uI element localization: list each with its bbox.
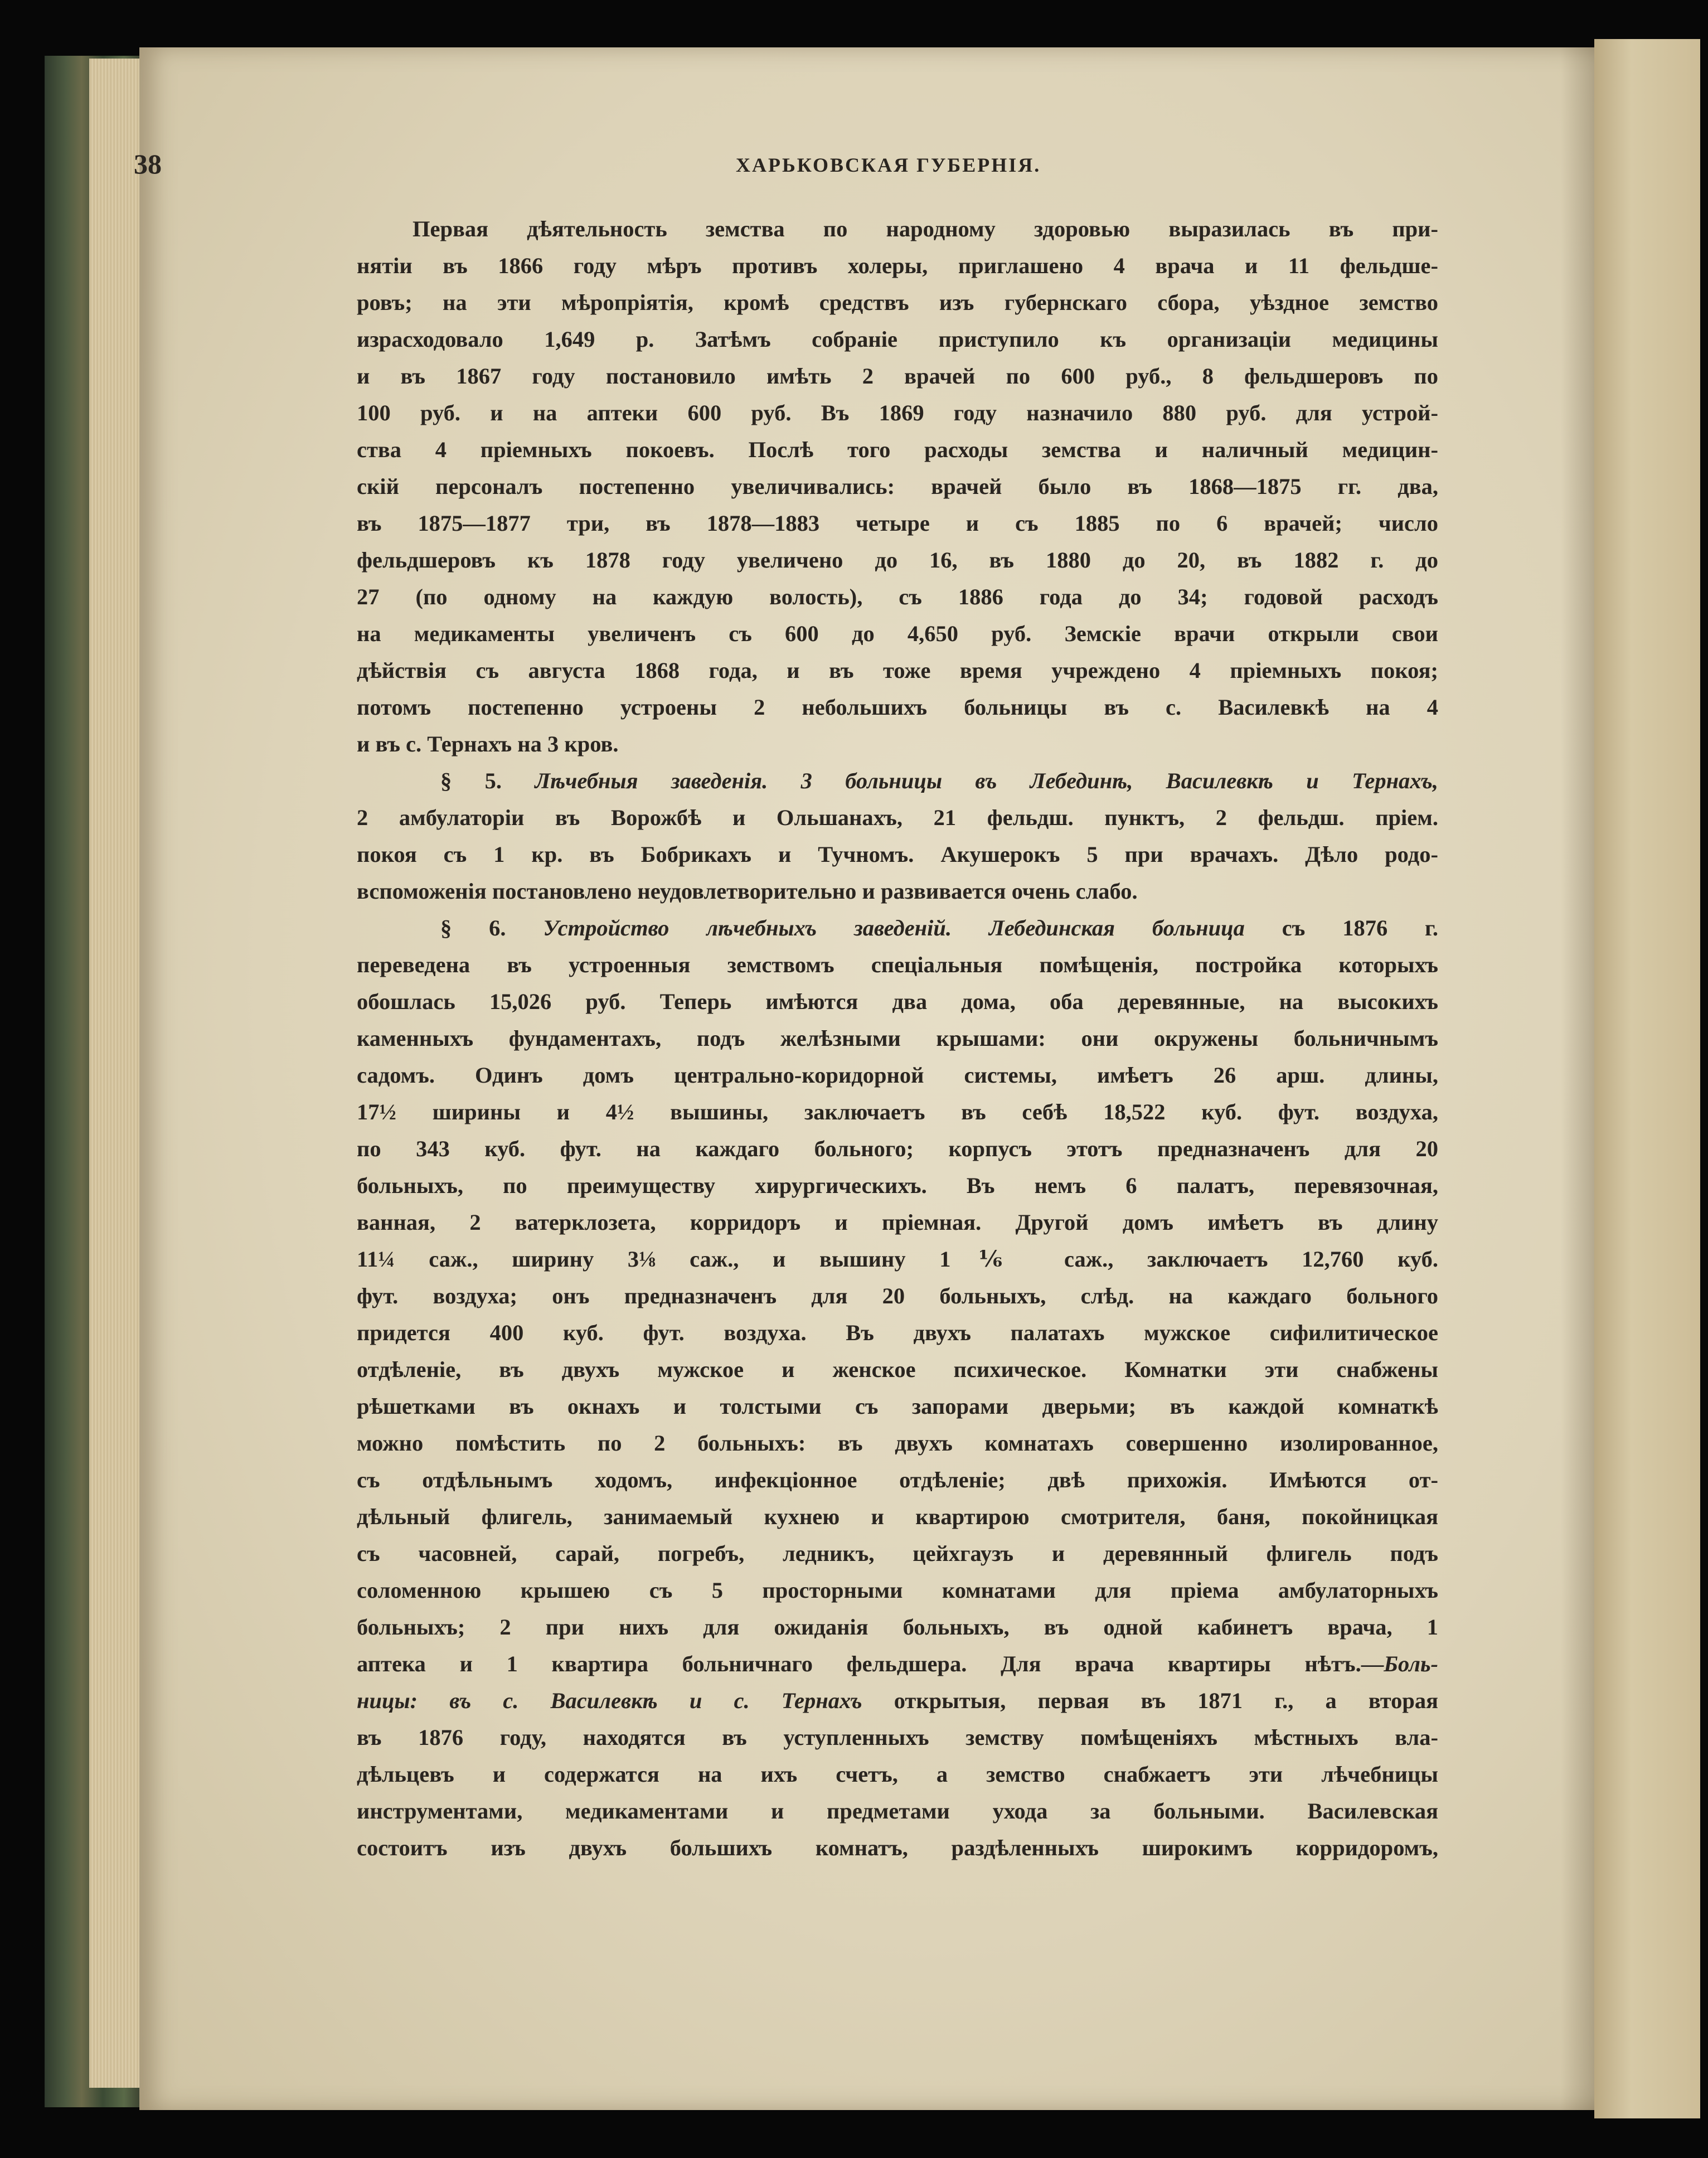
text-line: ванная, 2 ватерклозета, корридоръ и пріемная. Другой домъ имѣетъ въ длину [357, 1210, 1438, 1235]
text-line: въ 1875—1877 три, въ 1878—1883 четыре и съ 1885 по 6 врачей; число [357, 511, 1438, 536]
section-6-mark: § 6. [440, 915, 506, 940]
text-line: 27 (по одному на каждую волость), съ 1886 года до 34; годовой расходъ [357, 584, 1438, 609]
text-line: дѣйствія съ августа 1868 года, и въ тоже время учреждено 4 пріемныхъ покоя; [357, 658, 1438, 683]
section-6-heading-line [357, 910, 1438, 947]
text-segment: аптека и 1 квартира больничнаго фельдшера. Для врача квартиры нѣтъ.— [357, 1651, 1384, 1676]
section-5-heading-line [357, 763, 1438, 799]
hospitals-italic-cont: ницы: въ с. Василевкѣ и с. Тернахъ [357, 1688, 862, 1713]
text-line: скій персоналъ постепенно увеличивались: врачей было въ 1868—1875 гг. два, [357, 474, 1438, 499]
text-line: израсходовало 1,649 р. Затѣмъ собраніе приступило къ организаціи медицины [357, 327, 1438, 352]
text-line: каменныхъ фундаментахъ, подъ желѣзными крышами: они окружены больничнымъ [357, 1026, 1438, 1051]
text-segment: открытыя, первая въ 1871 г., а вторая [894, 1688, 1439, 1713]
hospitals-italic-start: Боль- [1384, 1651, 1438, 1676]
text-line: дѣльный флигель, занимаемый кухнею и квартирою смотрителя, баня, покойницкая [357, 1504, 1438, 1529]
facing-page-edge [1594, 39, 1700, 2118]
text-line: и въ с. Тернахъ на 3 кров. [357, 731, 619, 756]
section-6-tail: съ 1876 г. [1282, 915, 1439, 940]
text-line: переведена въ устроенныя земствомъ спеціальныя помѣщенія, постройка которыхъ [357, 952, 1438, 977]
text-line: фут. воздуха; онъ предназначенъ для 20 больныхъ, слѣд. на каждаго больного [357, 1283, 1438, 1308]
text-line: фельдшеровъ къ 1878 году увеличено до 16, въ 1880 до 20, въ 1882 г. до [357, 547, 1438, 573]
text-body [357, 211, 1438, 1866]
text-line: потомъ постепенно устроены 2 небольшихъ больницы въ с. Василевкѣ на 4 [357, 695, 1438, 720]
text-line: 17½ ширины и 4½ вышины, заключаетъ въ себѣ 18,522 куб. фут. воздуха, [357, 1099, 1438, 1124]
text-line: съ часовней, сарай, погребъ, ледникъ, цейхгаузъ и деревянный флигель подъ [357, 1541, 1438, 1566]
text-line: больныхъ, по преимуществу хирургическихъ. Въ немъ 6 палатъ, перевязочная, [357, 1173, 1438, 1198]
text-line: на медикаменты увеличенъ съ 600 до 4,650 руб. Земскіе врачи открыли свои [357, 621, 1438, 646]
section-6-subtitle: Лебединская больница [988, 915, 1245, 940]
running-head: ХАРЬКОВСКАЯ ГУБЕРНІЯ. [736, 154, 1041, 176]
text-line: инструментами, медикаментами и предметами ухода за больными. Василевская [357, 1798, 1438, 1824]
text-line: можно помѣстить по 2 больныхъ: въ двухъ комнатахъ совершенно изолированное, [357, 1430, 1438, 1456]
section-5-mark: § 5. [440, 768, 502, 793]
text-line: нятіи въ 1866 году мѣръ противъ холеры, приглашено 4 врача и 11 фельдше- [357, 253, 1438, 278]
text-line-with-italic [357, 1682, 1438, 1719]
text-line: соломенною крышею съ 5 просторными комнатами для пріема амбулаторныхъ [357, 1578, 1438, 1603]
section-6-title: Устройство лѣчебныхъ заведеній. [543, 915, 952, 940]
text-line: дѣльцевъ и содержатся на ихъ счетъ, а земство снабжаетъ эти лѣчебницы [357, 1762, 1438, 1787]
text-line: рѣшетками въ окнахъ и толстыми съ запорами дверьми; въ каждой комнаткѣ [357, 1394, 1438, 1419]
text-line: 100 руб. и на аптеки 600 руб. Въ 1869 году назначило 880 руб. для устрой- [357, 400, 1438, 425]
text-line: съ отдѣльнымъ ходомъ, инфекціонное отдѣленіе; двѣ прихожія. Имѣются от- [357, 1467, 1438, 1492]
text-line-with-italic [357, 1646, 1438, 1682]
text-line: 11¼ саж., ширину 3⅛ саж., и вышину 1⅙ саж., заключаетъ 12,760 куб. [357, 1247, 1438, 1272]
text-line: въ 1876 году, находятся въ уступленныхъ земству помѣщеніяхъ мѣстныхъ вла- [357, 1725, 1438, 1750]
text-line: ровъ; на эти мѣропріятія, кромѣ средствъ изъ губернскаго сбора, уѣздное земство [357, 290, 1438, 315]
text-line: придется 400 куб. фут. воздуха. Въ двухъ палатахъ мужское сифилитическое [357, 1320, 1438, 1345]
text-line: и въ 1867 году постановило имѣть 2 врачей по 600 руб., 8 фельдшеровъ по [357, 363, 1438, 389]
text-line: садомъ. Одинъ домъ центрально-коридорной системы, имѣетъ 26 арш. длины, [357, 1063, 1438, 1088]
text-line: покоя съ 1 кр. въ Бобрикахъ и Тучномъ. Акушерокъ 5 при врачахъ. Дѣло родо- [357, 842, 1438, 867]
text-line: по 343 куб. фут. на каждаго больного; корпусъ этотъ предназначенъ для 20 [357, 1136, 1438, 1161]
text-line: обошлась 15,026 руб. Теперь имѣются два дома, оба деревянные, на высокихъ [357, 989, 1438, 1014]
text-line: вспоможенія постановлено неудовлетворительно и развивается очень слабо. [357, 879, 1138, 904]
page-number: 38 [134, 148, 162, 180]
text-line: ства 4 пріемныхъ покоевъ. Послѣ того расходы земства и наличный медицин- [357, 437, 1438, 462]
text-line: состоитъ изъ двухъ большихъ комнатъ, раздѣленныхъ широкимъ корридоромъ, [357, 1835, 1438, 1860]
text-line: больныхъ; 2 при нихъ для ожиданія больныхъ, въ одной кабинетъ врача, 1 [357, 1614, 1438, 1640]
section-5-text: Лѣчебныя заведенія. 3 больницы въ Лебединѣ, Василевкѣ и Тернахъ, [535, 768, 1439, 793]
text-line: отдѣленіе, въ двухъ мужское и женское психическое. Комнатки эти снабжены [357, 1357, 1438, 1382]
text-line: Первая дѣятельность земства по народному здоровью выразилась въ при- [413, 216, 1438, 241]
text-line: 2 амбулаторіи въ Ворожбѣ и Ольшанахъ, 21 фельдш. пунктъ, 2 фельдш. пріем. [357, 805, 1438, 830]
